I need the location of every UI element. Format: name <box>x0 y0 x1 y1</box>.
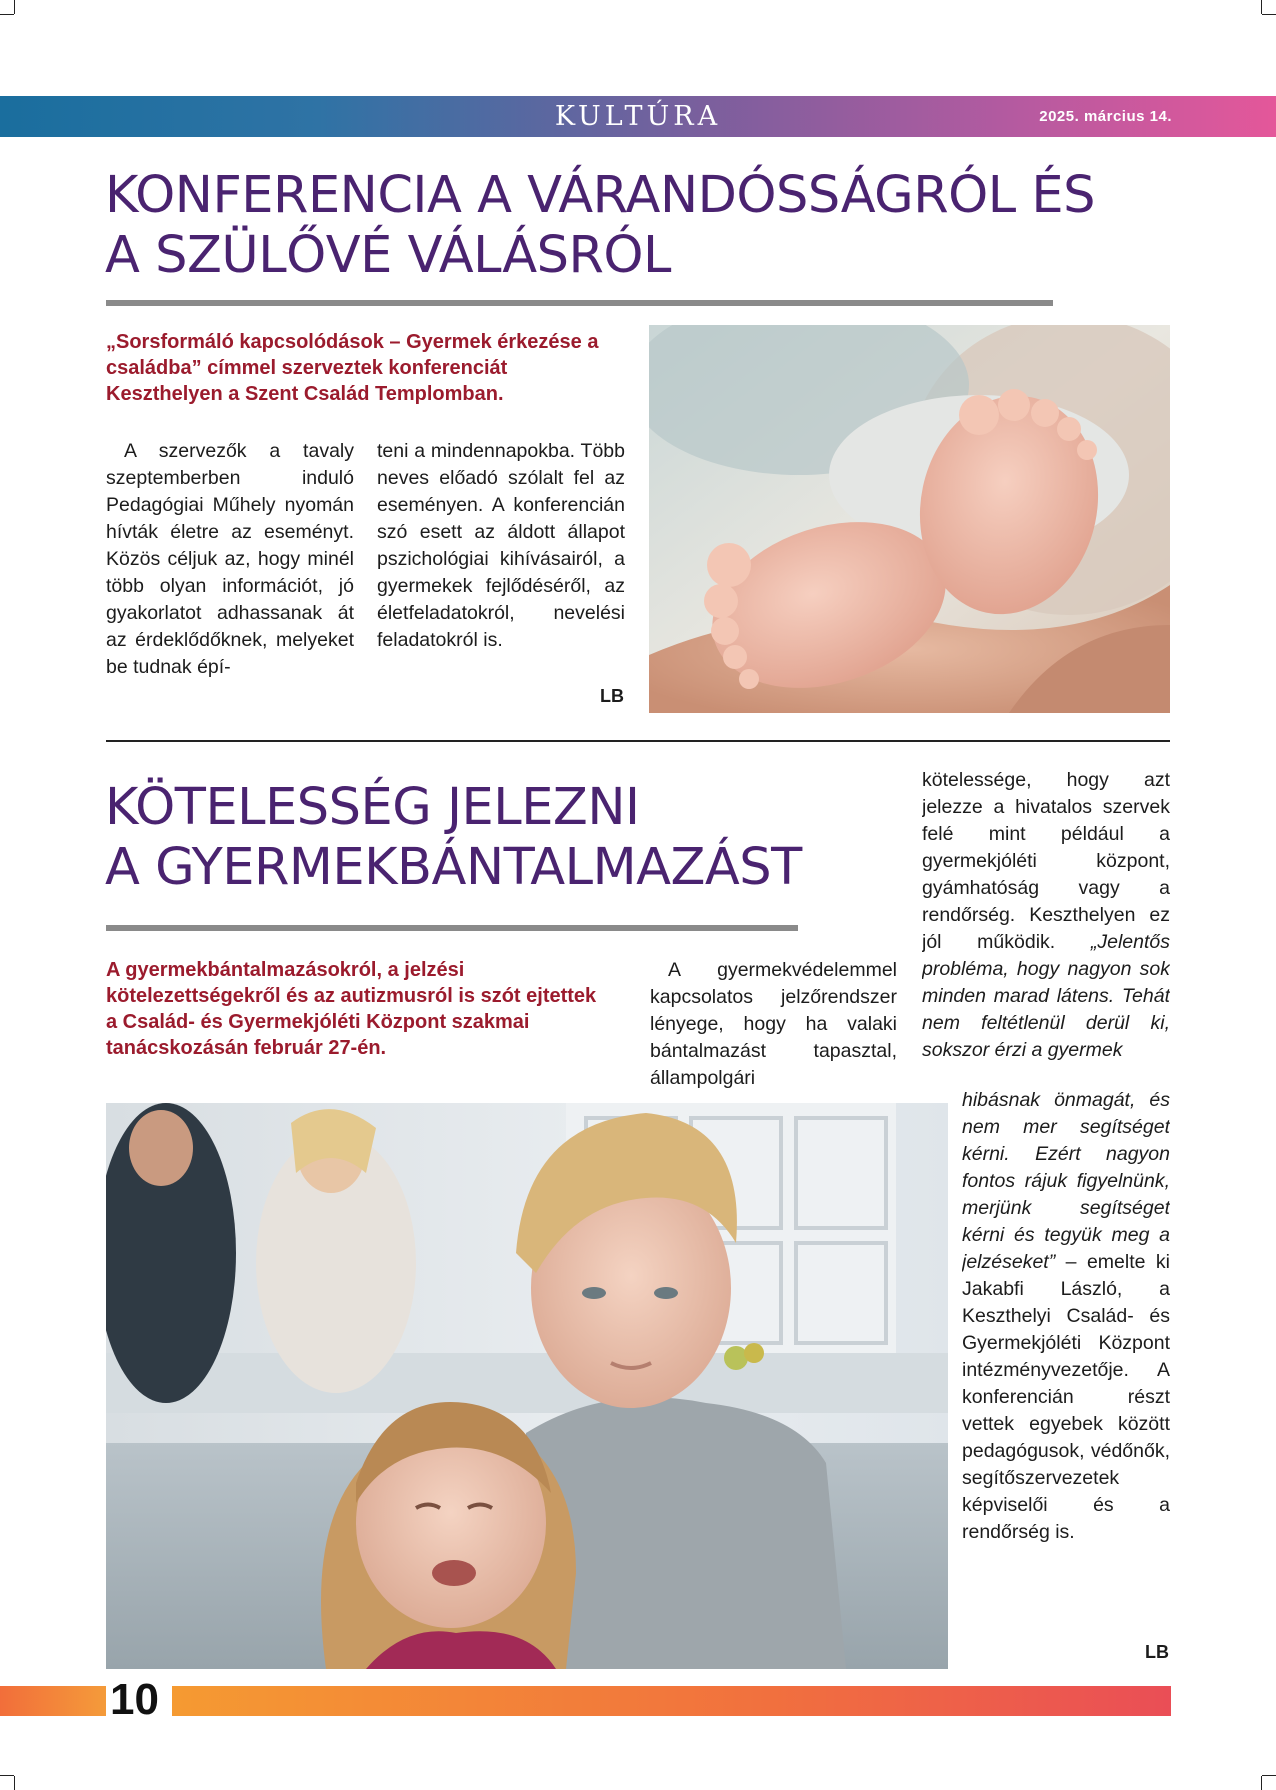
article-divider <box>106 740 1170 742</box>
crop-mark <box>14 0 15 14</box>
article1-column-1 <box>106 438 354 681</box>
article2-column-2-text <box>922 767 1170 1064</box>
article2-quote-part: „Jelentős probléma, hogy nagyon sok minden marad látens. Tehát nem feltétlenül derül ki, sokszor érzi a gyermek <box>922 931 1170 1061</box>
crop-mark <box>0 1775 14 1776</box>
article1-column-2 <box>377 438 625 654</box>
article2-title-line2: A GYERMEKBÁNTALMAZÁST <box>105 838 802 897</box>
article1-lead: „Sorsformáló kapcsolódások – Gyermek érkezése a családba” címmel szerveztek konferenciát Keszthelyen a Szent Család Templomban. <box>106 331 599 405</box>
article2-title <box>105 778 805 898</box>
baby-feet-photo <box>649 325 1170 713</box>
article2-text-part: – emelte ki Jakabfi László, a Keszthelyi Család- és Gyermekjóléti Központ intézményvezetője. A konferencián részt vettek egyebek között pedagógusok, védőnők, segítőszervezetek képviselői és a rendőrség is. <box>962 1251 1170 1543</box>
crop-mark <box>1261 0 1262 14</box>
article1-title-line2: A SZÜLŐVÉ VÁLÁSRÓL <box>105 226 671 285</box>
footer-bar-right <box>172 1686 1171 1716</box>
crop-mark <box>1262 1775 1276 1776</box>
article1-title-line1: KONFERENCIA A VÁRANDÓSSÁGRÓL ÉS <box>105 166 1096 225</box>
article2-column-2-bottom <box>962 1087 1170 1647</box>
header-bar <box>0 96 1276 137</box>
article2-title-line1: KÖTELESSÉG JELEZNI <box>105 778 640 837</box>
article2-text-part: kötelessége, hogy azt jelezze a hivatalos szervek felé mint például a gyermekjóléti központ, gyámhatóság vagy a rendőrség. Keszthelyen ez jól működik. <box>922 769 1170 953</box>
section-name: KULTÚRA <box>554 101 722 132</box>
article1-signature: LB <box>600 686 624 706</box>
article1-title <box>105 166 1105 286</box>
article2-signature: LB <box>1145 1642 1169 1662</box>
issue-date: 2025. március 14. <box>1039 108 1172 125</box>
article2-column-1-text: A gyermekvédelemmel kapcsolatos jelzőrendszer lényege, hogy ha valaki bántalmazást tapasztal, állampolgári <box>650 959 897 1089</box>
article2-column-2-top <box>922 767 1170 1087</box>
article2-lead: A gyermekbántalmazásokról, a jelzési kötelezettségekről és az autizmusról is szót ejtettek a Család- és Gyermekjóléti Központ szakmai tanácskozásán február 27-én. <box>106 959 597 1059</box>
article2-title-rule <box>106 925 798 931</box>
sad-children-photo <box>106 1103 948 1669</box>
footer-bar-left <box>0 1686 106 1716</box>
article2-column-2-continued <box>962 1087 1170 1546</box>
article1-title-rule <box>106 300 1053 306</box>
crop-mark <box>1262 14 1276 15</box>
article2-column-1 <box>650 957 897 1092</box>
article1-column-2-text: teni a mindennapokba. Több neves előadó szólalt fel az eseményen. A konferencián szó esett az áldott állapot pszichológiai kihívásairól, a gyermekek fejlődéséről, az életfeladatokról, nevelési feladatokról is. <box>377 440 625 651</box>
crop-mark <box>0 14 14 15</box>
article2-quote-part: hibásnak önmagát, és nem mer segítséget kérni. Ezért nagyon fontos rájuk figyelnünk, merjünk segítséget kérni és tegyük meg a jelzéseket” <box>962 1089 1170 1273</box>
crop-mark <box>1261 1776 1262 1790</box>
crop-mark <box>14 1776 15 1790</box>
page-number: 10 <box>110 1675 159 1724</box>
article1-column-1-text: A szervezők a tavaly szeptemberben induló Pedagógiai Műhely nyomán hívták életre az eseményt. Közös céljuk az, hogy minél több olyan információt, jó gyakorlatot adhassanak át az érdeklődőknek, melyeket be tudnak épí- <box>106 440 354 678</box>
